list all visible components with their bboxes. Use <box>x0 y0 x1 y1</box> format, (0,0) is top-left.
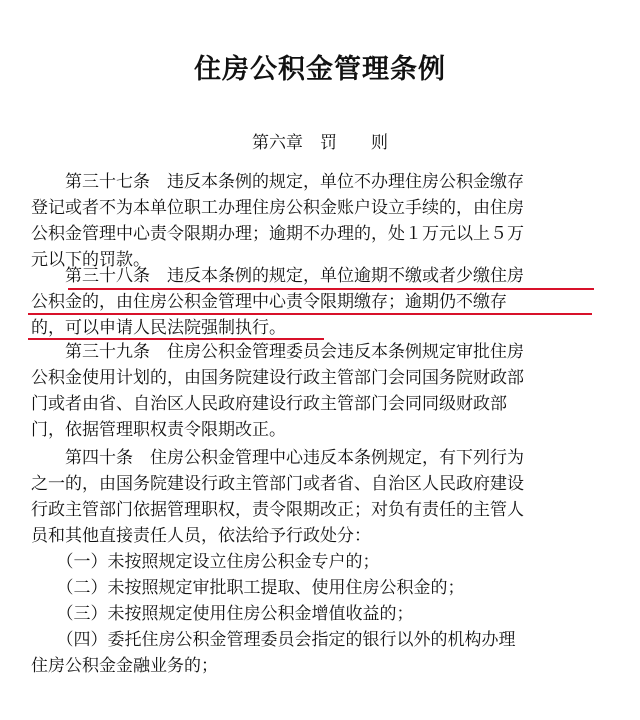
text-line-highlighted: 第三十八条 违反本条例的规定，单位逾期不缴或者少缴住房 <box>31 266 524 286</box>
text-line: 门，依据管理职权责令限期改正。 <box>31 420 286 440</box>
text-line: 第三十九条 住房公积金管理委员会违反本条例规定审批住房 <box>31 342 524 362</box>
list-item: （二）未按照规定审批职工提取、使用住房公积金的； <box>31 578 465 598</box>
text-line: 门或者由省、自治区人民政府建设行政主管部门会同同级财政部 <box>31 394 507 414</box>
text-line: 公积金使用计划的，由国务院建设行政主管部门会同国务院财政部 <box>31 368 524 388</box>
highlight-underline <box>68 288 594 290</box>
highlight-underline <box>28 313 592 315</box>
text-line: 公积金管理中心责令限期办理；逾期不办理的，处１万元以上５万 <box>31 224 524 244</box>
text-line: 第四十条 住房公积金管理中心违反本条例规定，有下列行为 <box>31 448 524 468</box>
text-line: 住房公积金金融业务的； <box>31 656 218 676</box>
text-line: 元以下的罚款。 <box>31 250 150 270</box>
highlight-underline <box>28 338 324 340</box>
text-line: 员和其他直接责任人员，依法给予行政处分： <box>31 526 371 546</box>
text-line: 登记或者不为本单位职工办理住房公积金账户设立手续的，由住房 <box>31 198 524 218</box>
list-item: （三）未按照规定使用住房公积金增值收益的； <box>31 604 414 624</box>
text-line: 之一的，由国务院建设行政主管部门或者省、自治区人民政府建设 <box>31 474 524 494</box>
list-item: （四）委托住房公积金管理委员会指定的银行以外的机构办理 <box>31 630 516 650</box>
document-title: 住房公积金管理条例 <box>194 54 446 85</box>
list-item: （一）未按照规定设立住房公积金专户的； <box>31 552 380 572</box>
text-line-highlighted: 公积金的，由住房公积金管理中心责令限期缴存；逾期仍不缴存 <box>31 292 507 312</box>
text-line-highlighted: 的，可以申请人民法院强制执行。 <box>31 318 286 338</box>
chapter-heading: 第六章 罚 则 <box>252 133 388 153</box>
text-line: 行政主管部门依据管理职权，责令限期改正；对负有责任的主管人 <box>31 500 524 520</box>
text-line: 第三十七条 违反本条例的规定，单位不办理住房公积金缴存 <box>31 172 524 192</box>
